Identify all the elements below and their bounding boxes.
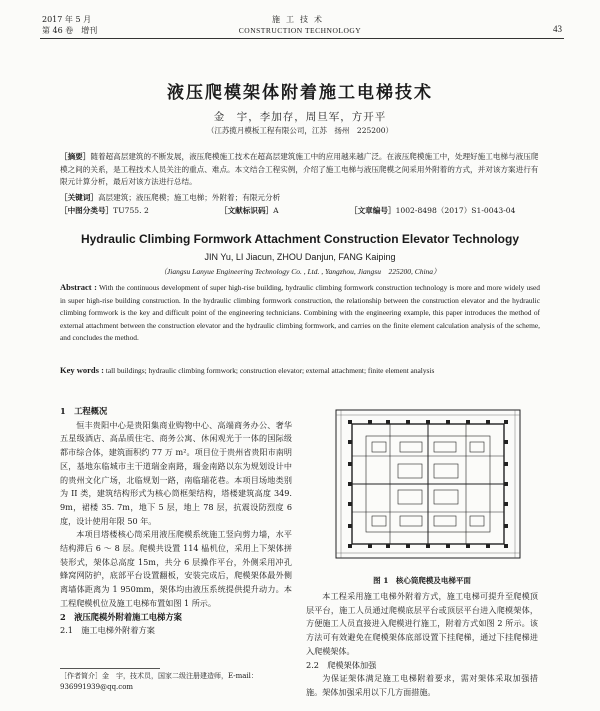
figure-1 xyxy=(328,404,528,564)
affiliation-en: （Jiangsu Lanyue Engineering Technology Co. , Ltd. , Yangzhou, Jiangsu 225200, China） xyxy=(159,267,441,276)
affiliation-cn: （江苏揽月模板工程有限公司，江苏 扬州 225200） xyxy=(206,126,394,135)
page-number: 43 xyxy=(553,24,562,34)
body-left-column xyxy=(60,405,292,638)
footnote-rule xyxy=(60,668,160,669)
doc-code-label: ［文献标识码］ xyxy=(220,206,274,215)
section-1-paragraph-1: 恒丰贵阳中心是贵阳集商业购物中心、高端商务办公、奢华五星级酒店、高品质住宅、商务公寓、休闲观光于一体的国际级都市综合体，建筑面积约 77 万 m²。项目位于贵州省贵阳市南明区，基地东临城市主干道瑞金南路，瑞金南路以东为规划设计中的贵州文化广场，北临规划一路，南临瑞花巷。本项目场地类别为 II 类，建筑结构形式为核心筒框架结构，塔楼建筑高度 349. 9m，裙楼 35. 7m，地下 5 层，地上 78 层，抗震设防烈度 6 度，设计使用年限 50 年。 xyxy=(60,419,292,526)
header-volume: 第 46 卷 增刊 xyxy=(42,26,98,35)
article-no-value: 1002-8498（2017）S1-0043-04 xyxy=(395,206,516,215)
clc-value: TU755. 2 xyxy=(113,206,149,215)
article-no-label: ［文章编号］ xyxy=(350,206,396,215)
journal-name-en: CONSTRUCTION TECHNOLOGY xyxy=(238,26,362,35)
abstract-en xyxy=(60,281,540,345)
section-1-heading: 1 工程概况 xyxy=(60,406,108,416)
keywords-cn-label: ［关键词］ xyxy=(60,193,98,202)
section-2-1-heading: 2.1 施工电梯外附着方案 xyxy=(60,625,155,636)
figure-1-caption: 图 1 核心筒爬模及电梯平面 xyxy=(373,576,471,585)
section-2-heading: 2 液压爬模外附着施工电梯方案 xyxy=(60,611,182,622)
abstract-cn xyxy=(60,151,540,189)
authors-en: JIN Yu, LI Jiacun, ZHOU Danjun, FANG Kaiping xyxy=(204,252,396,262)
core-tube-plan-drawing xyxy=(328,404,528,564)
header-rule xyxy=(40,38,564,39)
keywords-en xyxy=(60,364,540,377)
keywords-en-text: tall buildings; hydraulic climbing formwork; construction elevator; external attachment; finite element analysis xyxy=(105,366,435,375)
section-2-2-heading: 2.2 爬模架体加强 xyxy=(306,659,377,670)
header-left xyxy=(42,14,97,36)
body-right-column xyxy=(306,590,538,700)
abstract-en-label: Abstract : xyxy=(60,282,97,292)
header-center xyxy=(200,14,400,36)
classification-row xyxy=(60,205,540,218)
doc-code-value: A xyxy=(273,206,279,215)
clc-label: ［中图分类号］ xyxy=(60,206,114,215)
keywords-cn-text: 高层建筑；液压爬模；施工电梯；外附着；有限元分析 xyxy=(97,193,281,202)
right-paragraph-1: 本工程采用施工电梯外附着方式，施工电梯可提升至爬模顶层平台，施工人员通过爬模底层平台或顶层平台进入爬模架体，方便施工人员直接进入爬模进行施工，附着方式如图 2 所示。该方法可有效避免在爬模架体底部设置下挂爬梯，通过下挂爬梯进入爬模架体。 xyxy=(306,591,538,656)
right-paragraph-2: 为保证架体满足施工电梯附着要求，需对架体采取加强措施。架体加强采用以下几方面措施。 xyxy=(306,673,538,697)
paper-title-cn: 液压爬模架体附着施工电梯技术 xyxy=(167,83,433,103)
section-1-paragraph-2: 本项目塔楼核心筒采用液压爬模系统施工竖向剪力墙，水平结构滞后 6 ～ 8 层。爬模共设置 114 榀机位，采用上下架体拼装形式，架体总高度 15m，共分 6 层操作平台，外侧采用冲孔蜂窝网防护，底部平台设置翻板，安装完成后，爬模架体最外侧离墙体距离为 1 950mm，架体均由液压系统提供提升动力。本工程爬模机位及施工电梯布置如图 1 所示。 xyxy=(60,529,292,608)
keywords-en-label: Key words : xyxy=(60,365,104,375)
abstract-cn-text: 随着超高层建筑的不断发展，液压爬模施工技术在超高层建筑施工中的应用越来越广泛。在液压爬模施工中，处理好施工电梯与液压爬模之间的关系，是工程技术人员关注的重点、难点。本文结合工程实例，介绍了施工电梯与液压爬模之间采用外附着的方式，并对该方案进行有限元计算分析，最后对该方法进行总结。 xyxy=(60,152,539,187)
header-date: 2017 年 5 月 xyxy=(42,15,92,24)
author-footnote: ［作者简介］金 宇，技术员，国家二级注册建造师，E-mail：936991939@qq.com xyxy=(60,672,258,691)
paper-title-en: Hydraulic Climbing Formwork Attachment Construction Elevator Technology xyxy=(80,232,520,246)
abstract-en-text: With the continuous development of super high-rise building, hydraulic climbing formwork construction technology is more and more widely used in super high-rise building construction. In the hydraulic climbing formwork construction, the relationship between the construction elevator and the hydraulic climbing formwork is the key and difficult point of the engineering technicians. Combining with the engineering example, this paper introduces the method of external attachment between the construction elevator and the hydraulic climbing formwork, and carries on the finite element calculation analysis of the scheme, and concludes the method. xyxy=(60,283,540,343)
keywords-cn xyxy=(60,192,540,205)
abstract-cn-label: ［摘要］ xyxy=(60,152,91,161)
authors-cn: 金 宇，李加存，周旦军，方开平 xyxy=(213,111,387,123)
journal-name-cn: 施工技术 xyxy=(272,15,328,24)
